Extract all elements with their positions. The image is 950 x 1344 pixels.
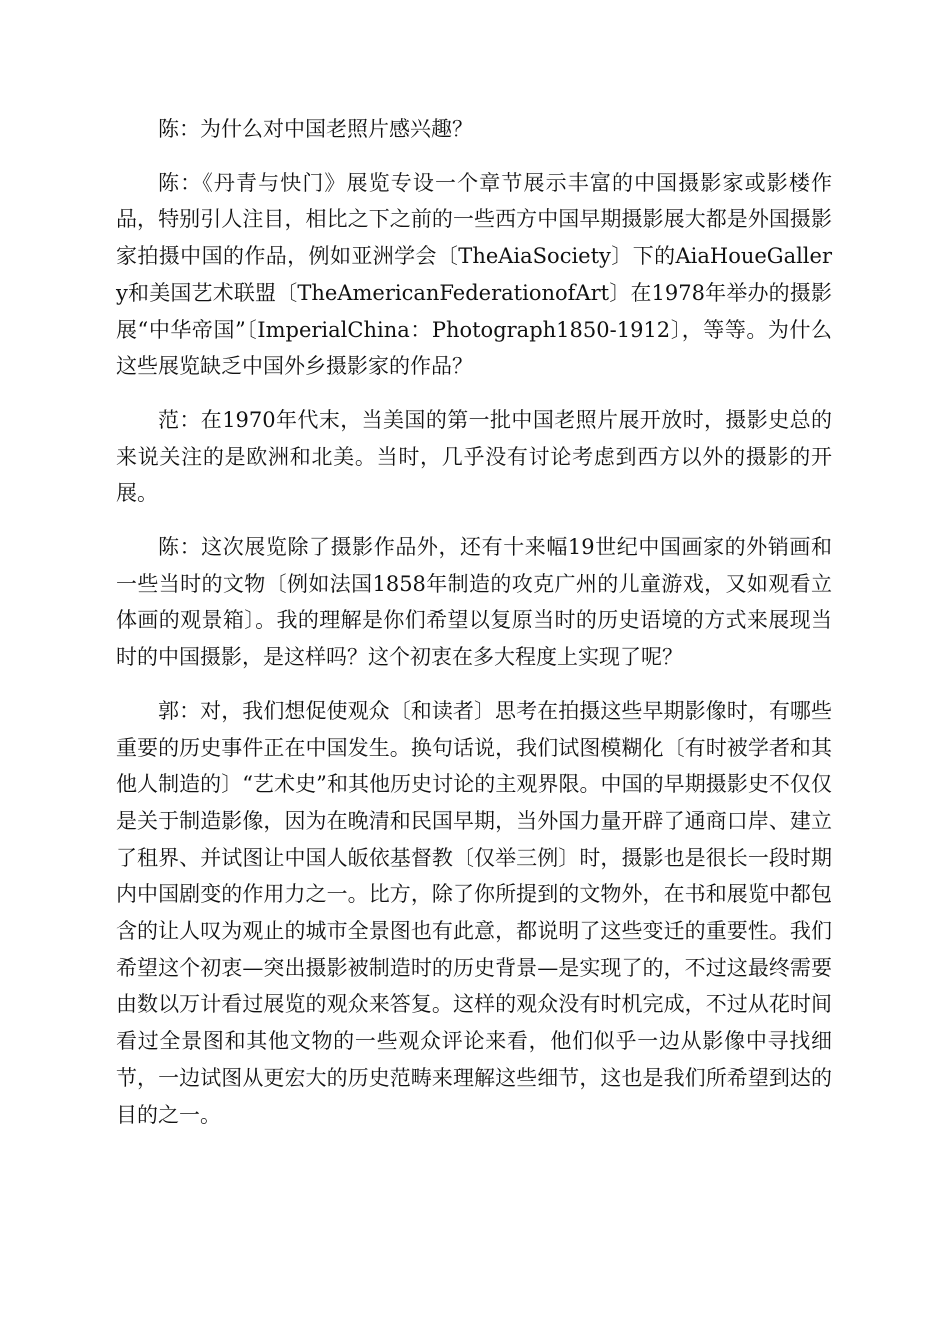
paragraph-answer-fan: 范：在1970年代末，当美国的第一批中国老照片展开放时，摄影史总的来说关注的是欧洲和北美。当时，几乎没有讨论考虑到西方以外的摄影的开展。 — [116, 407, 832, 506]
paragraph-answer-guo: 郭：对，我们想促使观众〔和读者〕思考在拍摄这些早期影像时，有哪些重要的历史事件正在中国发生。换句话说，我们试图模糊化〔有时被学者和其他人制造的〕“艺术史”和其他历史讨论的主观界限。中国的早期摄影史不仅仅是关于制造影像，因为在晚清和民国早期，当外国力量开辟了通商口岸、建立了租界、并试图让中国人皈依基督教〔仅举三例〕时，摄影也是很长一段时期内中国剧变的作用力之一。比方，除了你所提到的文物外，在书和展览中都包含的让人叹为观止的城市全景图也有此意，都说明了这些变迁的重要性。我们希望这个初衷—突出摄影被制造时的历史背景—是实现了的，不过这最终需要由数以万计看过展览的观众来答复。这样的观众没有时机完成，不过从花时间看过全景图和其他文物的一些观众评论来看，他们似乎一边从影像中寻找细节，一边试图从更宏大的历史范畴来理解这些细节，这也是我们所希望到达的目的之一。 — [116, 698, 832, 1127]
paragraph-question-1: 陈：为什么对中国老照片感兴趣？ — [158, 117, 473, 141]
document-body — [116, 111, 832, 1150]
paragraph-question-3: 陈：这次展览除了摄影作品外，还有十来幅19世纪中国画家的外销画和一些当时的文物〔例如法国1858年制造的攻克广州的儿童游戏，又如观看立体画的观景箱〕。我的理解是你们希望以复原当时的历史语境的方式来展现当时的中国摄影，是这样吗？这个初衷在多大程度上实现了呢？ — [116, 535, 832, 670]
paragraph-question-2: 陈：《丹青与快门》展览专设一个章节展示丰富的中国摄影家或影楼作品，特别引人注目，相比之下之前的一些西方中国早期摄影展大都是外国摄影家拍摄中国的作品，例如亚洲学会〔TheAiaSociety〕下的AiaHoueGallery和美国艺术联盟〔TheAmericanFederationofArt〕在1978年举办的摄影展“中华帝国”〔ImperialChina：Photograph1850-1912〕，等等。为什么这些展览缺乏中国外乡摄影家的作品？ — [116, 170, 832, 379]
